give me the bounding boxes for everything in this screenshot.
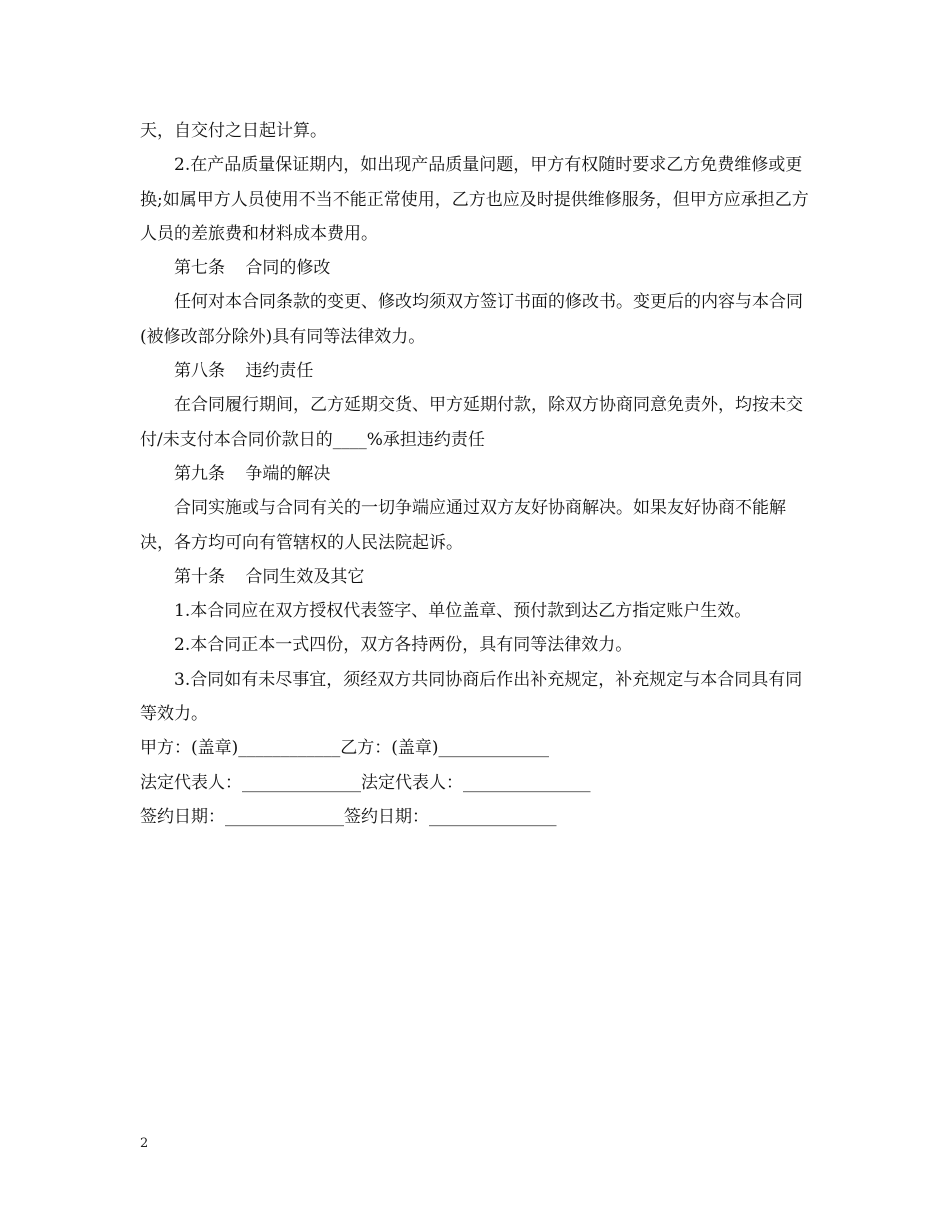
- signature-block: [140, 731, 812, 834]
- article-number: 第七条: [174, 258, 225, 279]
- contract-paragraph: 在合同履行期间，乙方延期交货、甲方延期付款，除双方协商同意免责外，均按未交付/未支付本合同价款日的____%承担违约责任: [140, 395, 803, 450]
- signature-line: 甲方：(盖章)____________乙方：(盖章)_____________: [140, 738, 550, 759]
- article-heading: [140, 354, 812, 388]
- article-number: 第九条: [174, 463, 225, 484]
- contract-paragraph: 1.本合同应在双方授权代表签字、单位盖章、预付款到达乙方指定账户生效。: [174, 601, 752, 622]
- contract-paragraphs: [140, 114, 812, 731]
- article-title: 合同生效及其它: [245, 566, 365, 587]
- article-title: 争端的解决: [245, 463, 331, 484]
- contract-paragraph: 3.合同如有未尽事宜，须经双方共同协商后作出补充规定，补充规定与本合同具有同等效力。: [140, 669, 803, 725]
- article-heading: [140, 560, 812, 594]
- signature-line: 法定代表人：______________法定代表人：_______________: [140, 772, 591, 793]
- article-number: 第八条: [174, 361, 225, 382]
- article-heading: [140, 457, 812, 491]
- document-body: [140, 114, 812, 834]
- article-title: 违约责任: [245, 361, 314, 382]
- article-heading: [140, 251, 812, 285]
- article-number: 第十条: [174, 566, 225, 587]
- page-number: 2: [140, 1136, 149, 1151]
- signature-line: 签约日期：______________签约日期：_______________: [140, 806, 557, 827]
- contract-paragraph: 任何对本合同条款的变更、修改均须双方签订书面的修改书。变更后的内容与本合同(被修改部分除外)具有同等法律效力。: [140, 292, 803, 347]
- contract-paragraph: 合同实施或与合同有关的一切争端应通过双方友好协商解决。如果友好协商不能解决，各方均可向有管辖权的人民法院起诉。: [140, 498, 786, 553]
- contract-paragraph: 2.本合同正本一式四份，双方各持两份，具有同等法律效力。: [174, 635, 633, 656]
- contract-paragraph: 2.在产品质量保证期内，如出现产品质量问题，甲方有权随时要求乙方免费维修或更换;如属甲方人员使用不当不能正常使用，乙方也应及时提供维修服务，但甲方应承担乙方人员的差旅费和材料成本费用。: [140, 155, 809, 244]
- contract-paragraph: 天，自交付之日起计算。: [140, 121, 327, 141]
- article-title: 合同的修改: [245, 258, 331, 279]
